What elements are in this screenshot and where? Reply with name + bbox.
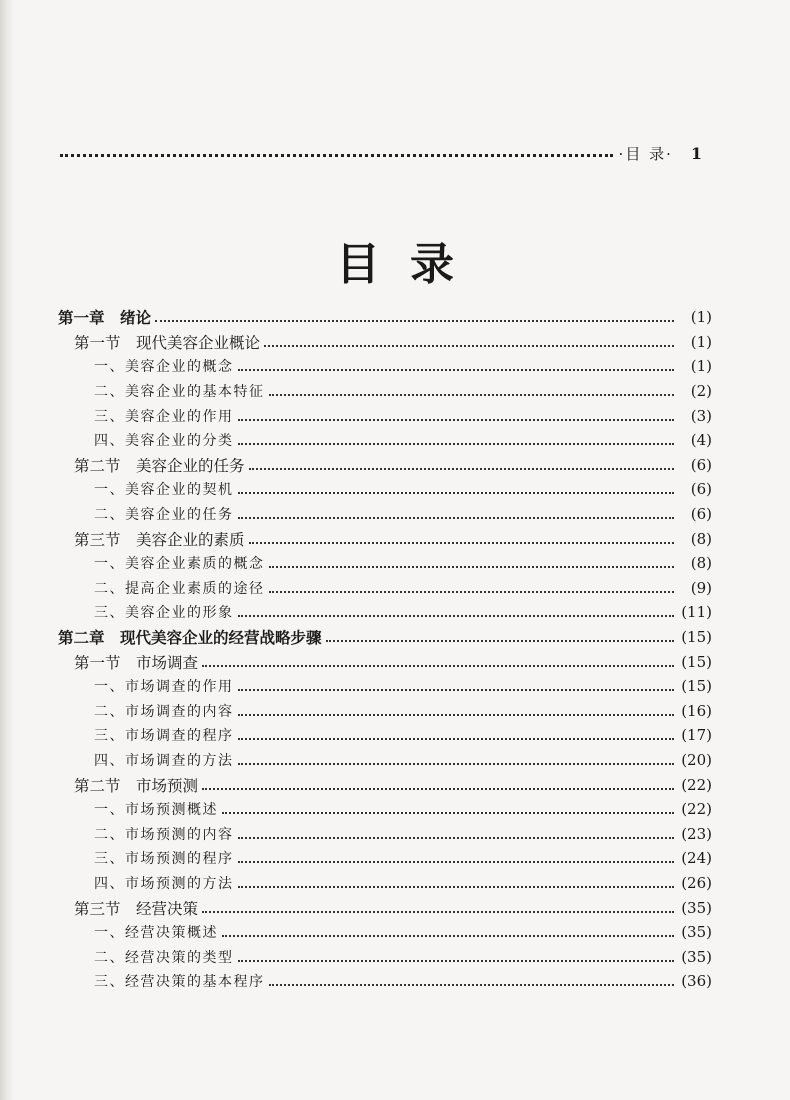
toc-entry-title: 第三节 美容企业的素质 (74, 530, 245, 549)
toc-item-row (58, 821, 712, 846)
dot-leader (238, 837, 675, 839)
dot-leader (326, 640, 674, 642)
toc-section-row (58, 895, 712, 920)
toc-section-row (58, 772, 712, 797)
toc-page-number: (2) (690, 382, 712, 401)
header-label: ·目 录· (618, 144, 673, 163)
dot-leader (264, 345, 674, 347)
toc-page-number: (35) (681, 923, 712, 942)
dot-leader (238, 443, 675, 445)
dot-leader (269, 591, 675, 593)
toc-item-row (58, 354, 712, 379)
toc-page-number: (15) (681, 628, 712, 647)
toc-page-number: (8) (690, 529, 712, 548)
toc-page-number: (36) (681, 972, 712, 991)
header-page-number: 1 (690, 143, 702, 163)
toc-entry-title: 二、提高企业素质的途径 (94, 580, 265, 597)
dot-leader (238, 960, 675, 962)
toc-entry-title: 一、美容企业素质的概念 (94, 556, 265, 573)
toc-entry-title: 三、市场预测的程序 (94, 851, 234, 868)
toc-page-number: (35) (681, 898, 712, 917)
toc-page-number: (4) (690, 431, 712, 450)
toc-entry-title: 一、美容企业的契机 (94, 482, 234, 499)
toc-entry-title: 二、美容企业的任务 (94, 507, 234, 524)
toc-entry-title: 三、美容企业的形象 (94, 605, 234, 622)
toc-page-number: (9) (690, 578, 712, 597)
toc-entry-title: 二、市场调查的内容 (94, 703, 234, 720)
toc-entry-title: 第二章 现代美容企业的经营战略步骤 (58, 629, 322, 648)
toc-entry-title: 一、经营决策概述 (94, 925, 218, 942)
toc-item-row (58, 674, 712, 699)
toc-page-number: (1) (690, 332, 712, 351)
dot-leader (269, 394, 675, 396)
toc-item-row (58, 477, 712, 502)
dot-leader (238, 763, 675, 765)
dot-leader (238, 689, 675, 691)
toc-entry-title: 四、美容企业的分类 (94, 433, 234, 450)
dot-leader (269, 984, 675, 986)
toc-page-number: (23) (681, 824, 712, 843)
toc-page-number: (22) (681, 800, 712, 819)
toc-entry-title: 二、市场预测的内容 (94, 826, 234, 843)
dot-leader (222, 935, 674, 937)
toc-page-number: (6) (690, 455, 712, 474)
table-of-contents (58, 305, 712, 994)
toc-entry-title: 四、市场预测的方法 (94, 875, 234, 892)
toc-section-row (58, 649, 712, 674)
toc-page-number: (6) (690, 505, 712, 524)
dot-leader (269, 566, 675, 568)
toc-page-number: (26) (681, 873, 712, 892)
toc-page-number: (17) (681, 726, 712, 745)
toc-entry-title: 三、经营决策的基本程序 (94, 974, 265, 991)
dot-leader (238, 886, 675, 888)
toc-entry-title: 一、市场调查的作用 (94, 679, 234, 696)
toc-page-number: (24) (681, 849, 712, 868)
toc-page-number: (1) (690, 357, 712, 376)
dot-leader (202, 665, 674, 667)
running-header (60, 140, 702, 166)
toc-item-row (58, 797, 712, 822)
toc-entry-title: 第二节 市场预测 (74, 776, 199, 795)
toc-entry-title: 第一章 绪论 (58, 309, 152, 328)
dot-leader (238, 517, 675, 519)
toc-page-number: (15) (681, 652, 712, 671)
page-edge-shadow (0, 0, 14, 1100)
toc-item-row (58, 871, 712, 896)
toc-item-row (58, 428, 712, 453)
dot-leader (238, 738, 675, 740)
toc-entry-title: 三、美容企业的作用 (94, 408, 234, 425)
toc-page-number: (35) (681, 947, 712, 966)
dot-leader (249, 542, 674, 544)
toc-item-row (58, 379, 712, 404)
toc-item-row (58, 576, 712, 601)
toc-entry-title: 二、美容企业的基本特征 (94, 384, 265, 401)
toc-entry-title: 四、市场调查的方法 (94, 752, 234, 769)
toc-item-row (58, 969, 712, 994)
toc-entry-title: 第三节 经营决策 (74, 899, 199, 918)
dot-leader (238, 492, 675, 494)
toc-item-row (58, 723, 712, 748)
toc-item-row (58, 748, 712, 773)
toc-section-row (58, 453, 712, 478)
toc-item-row (58, 846, 712, 871)
dot-leader (238, 419, 675, 421)
toc-entry-title: 一、美容企业的概念 (94, 359, 234, 376)
toc-item-row (58, 502, 712, 527)
toc-entry-title: 二、经营决策的类型 (94, 949, 234, 966)
dot-leader (202, 911, 674, 913)
toc-page-number: (3) (690, 406, 712, 425)
dot-leader (155, 320, 674, 322)
toc-item-row (58, 551, 712, 576)
dot-leader (238, 714, 675, 716)
dot-leader (202, 788, 674, 790)
dot-leader (249, 468, 674, 470)
dot-leader (238, 369, 675, 371)
toc-section-row (58, 526, 712, 551)
toc-page-number: (16) (681, 701, 712, 720)
toc-page-number: (22) (681, 775, 712, 794)
toc-chapter-row (58, 625, 712, 650)
toc-entry-title: 一、市场预测概述 (94, 802, 218, 819)
toc-item-row (58, 600, 712, 625)
toc-item-row (58, 944, 712, 969)
toc-entry-title: 三、市场调查的程序 (94, 728, 234, 745)
toc-page-number: (8) (690, 554, 712, 573)
toc-entry-title: 第一节 市场调查 (74, 653, 199, 672)
page-title: 目录 (336, 239, 484, 290)
header-dot-leader (60, 154, 613, 157)
dot-leader (222, 812, 674, 814)
dot-leader (238, 615, 675, 617)
toc-page-number: (6) (690, 480, 712, 499)
dot-leader (238, 861, 675, 863)
toc-section-row (58, 330, 712, 355)
toc-entry-title: 第二节 美容企业的任务 (74, 456, 245, 475)
toc-chapter-row (58, 305, 712, 330)
toc-page-number: (15) (681, 677, 712, 696)
toc-item-row (58, 403, 712, 428)
toc-page-number: (1) (690, 308, 712, 327)
toc-page-number: (20) (681, 750, 712, 769)
toc-item-row (58, 699, 712, 724)
toc-item-row (58, 920, 712, 945)
toc-page-number: (11) (681, 603, 712, 622)
toc-entry-title: 第一节 现代美容企业概论 (74, 333, 261, 352)
